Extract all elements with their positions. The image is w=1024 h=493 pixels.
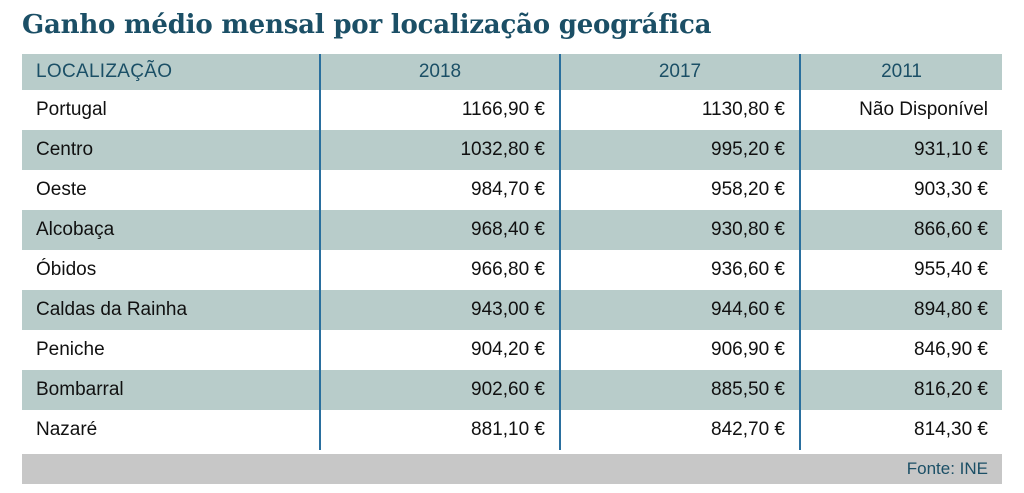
table-row <box>22 250 1002 290</box>
table-header <box>22 54 1002 90</box>
cell-2017: 958,20 € <box>560 170 800 210</box>
cell-2017: 995,20 € <box>560 130 800 170</box>
cell-2018: 904,20 € <box>320 330 560 370</box>
column-header-2011: 2011 <box>800 54 1002 90</box>
column-header-2018: 2018 <box>320 54 560 90</box>
cell-2017: 936,60 € <box>560 250 800 290</box>
cell-location: Oeste <box>22 170 320 210</box>
cell-2017: 842,70 € <box>560 410 800 450</box>
table-row <box>22 170 1002 210</box>
source-label: Fonte: INE <box>906 459 988 478</box>
cell-2018: 968,40 € <box>320 210 560 250</box>
column-header-2017: 2017 <box>560 54 800 90</box>
table-row <box>22 410 1002 450</box>
cell-2011: 903,30 € <box>800 170 1002 210</box>
cell-2018: 1032,80 € <box>320 130 560 170</box>
table-body <box>22 90 1002 450</box>
earnings-table-container <box>22 54 1002 450</box>
cell-2018: 902,60 € <box>320 370 560 410</box>
table-row <box>22 330 1002 370</box>
earnings-table <box>22 54 1002 450</box>
cell-2017: 930,80 € <box>560 210 800 250</box>
cell-location: Bombarral <box>22 370 320 410</box>
cell-2017: 906,90 € <box>560 330 800 370</box>
cell-2011: 931,10 € <box>800 130 1002 170</box>
page-title: Ganho médio mensal por localização geográfica <box>22 10 712 40</box>
table-row <box>22 370 1002 410</box>
cell-2017: 944,60 € <box>560 290 800 330</box>
table-header-row <box>22 54 1002 90</box>
cell-location: Óbidos <box>22 250 320 290</box>
cell-2017: 885,50 € <box>560 370 800 410</box>
cell-2018: 984,70 € <box>320 170 560 210</box>
table-row <box>22 130 1002 170</box>
table-row <box>22 210 1002 250</box>
cell-2011: 814,30 € <box>800 410 1002 450</box>
cell-2011: 866,60 € <box>800 210 1002 250</box>
cell-location: Peniche <box>22 330 320 370</box>
table-row <box>22 290 1002 330</box>
table-row <box>22 90 1002 130</box>
cell-2018: 943,00 € <box>320 290 560 330</box>
cell-location: Alcobaça <box>22 210 320 250</box>
cell-location: Centro <box>22 130 320 170</box>
cell-location: Portugal <box>22 90 320 130</box>
cell-2011: Não Disponível <box>800 90 1002 130</box>
column-header-location: LOCALIZAÇÃO <box>22 54 320 90</box>
cell-location: Caldas da Rainha <box>22 290 320 330</box>
cell-2018: 966,80 € <box>320 250 560 290</box>
cell-2011: 894,80 € <box>800 290 1002 330</box>
cell-2017: 1130,80 € <box>560 90 800 130</box>
cell-location: Nazaré <box>22 410 320 450</box>
cell-2011: 846,90 € <box>800 330 1002 370</box>
cell-2011: 816,20 € <box>800 370 1002 410</box>
table-footer <box>22 454 1002 484</box>
cell-2018: 1166,90 € <box>320 90 560 130</box>
cell-2018: 881,10 € <box>320 410 560 450</box>
cell-2011: 955,40 € <box>800 250 1002 290</box>
